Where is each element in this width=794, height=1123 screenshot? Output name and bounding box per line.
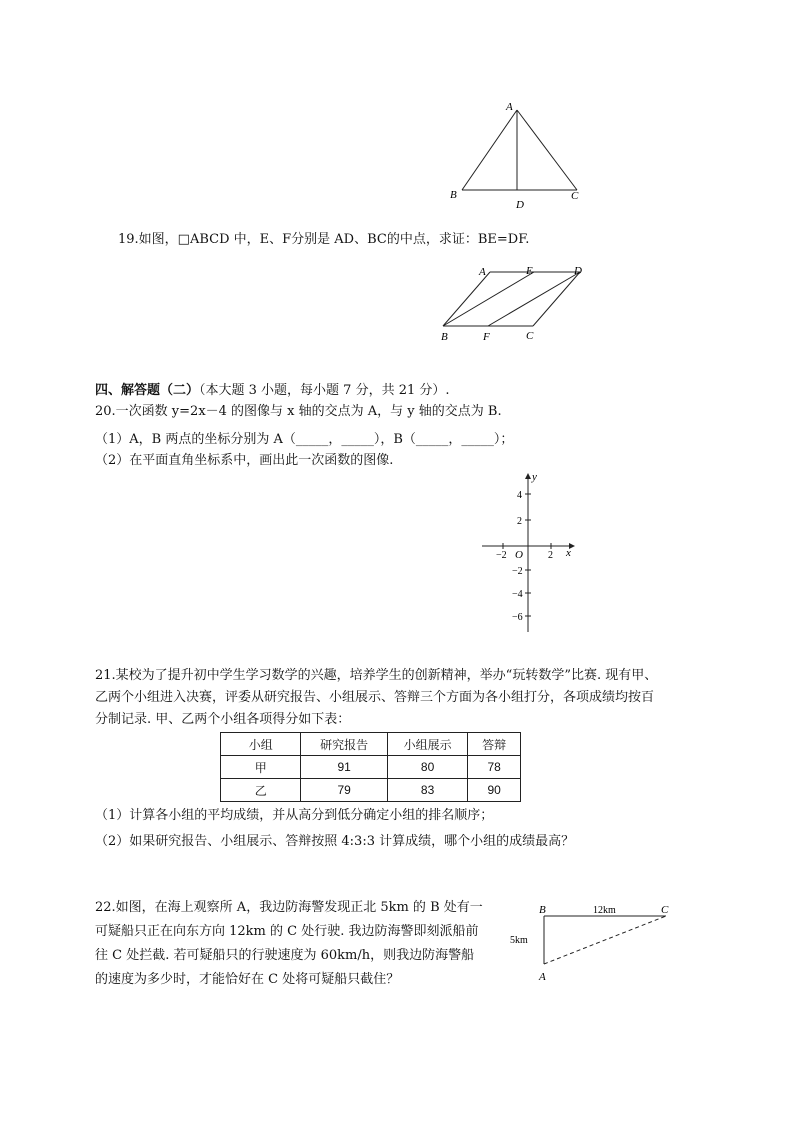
bc-length-label: 12km xyxy=(593,905,616,916)
table-cell: 78 xyxy=(468,756,521,779)
table-cell: 甲 xyxy=(221,756,301,779)
q21-line1: 21.某校为了提升初中学生学习数学的兴趣，培养学生的创新精神，举办“玩转数学”比赛. 现有甲、 xyxy=(95,668,658,683)
y-tick-label: −2 xyxy=(512,566,523,577)
q22-line1: 22.如图，在海上观察所 A，我边防海警发现正北 5km 的 B 处有一 xyxy=(95,900,483,915)
score-table xyxy=(220,732,521,802)
table-header: 研究报告 xyxy=(301,733,387,756)
x-tick-label: 2 xyxy=(548,550,553,561)
label-f: F xyxy=(483,331,490,343)
section-title: 四、解答题（二） xyxy=(95,383,200,398)
table-row xyxy=(221,779,521,802)
section-heading xyxy=(95,381,450,401)
label-a: A xyxy=(479,266,486,278)
label-e: E xyxy=(526,265,533,277)
y-tick-label: −6 xyxy=(512,612,523,623)
label-d: D xyxy=(574,265,582,277)
q19-text: 19.如图，□ABCD 中，E、F分别是 AD、BC的中点，求证：BE=DF. xyxy=(118,232,530,247)
table-header: 小组 xyxy=(221,733,301,756)
table-cell: 80 xyxy=(387,756,467,779)
table-cell: 91 xyxy=(301,756,387,779)
q20-intro: 20.一次函数 y=2x－4 的图像与 x 轴的交点为 A，与 y 轴的交点为 B. xyxy=(95,404,502,419)
y-axis-label: y xyxy=(532,471,537,483)
label-b: B xyxy=(441,331,448,343)
coordinate-axes xyxy=(478,466,588,636)
label-c: C xyxy=(526,330,534,342)
q20-part1: （1）A，B 两点的坐标分别为 A（_____，_____），B（_____，_____）； xyxy=(95,432,514,447)
y-tick-label: 2 xyxy=(517,516,522,527)
table-header: 答辩 xyxy=(468,733,521,756)
parallelogram-figure xyxy=(430,262,600,344)
label-a: A xyxy=(506,101,513,113)
section-note: （本大题 3 小题，每小题 7 分，共 21 分）. xyxy=(199,383,450,398)
label-d: D xyxy=(516,199,524,211)
table-header-row xyxy=(221,733,521,756)
q21-part1: （1）计算各小组的平均成绩，并从高分到低分确定小组的排名顺序； xyxy=(95,808,494,823)
origin-label: O xyxy=(515,549,523,561)
table-header: 小组展示 xyxy=(387,733,467,756)
right-triangle-figure xyxy=(506,900,686,986)
table-cell: 83 xyxy=(387,779,467,802)
label-b: B xyxy=(450,189,457,201)
x-axis-label: x xyxy=(566,547,571,559)
q22-line3: 往 C 处拦截. 若可疑船只的行驶速度为 60km/h，则我边防海警船 xyxy=(95,948,475,963)
q22-line4: 的速度为多少时，才能恰好在 C 处将可疑船只截住？ xyxy=(95,972,400,987)
q22-line2: 可疑船只正在向东方向 12km 的 C 处行驶. 我边防海警即刻派船前 xyxy=(95,924,479,939)
q20-part2: （2）在平面直角坐标系中，画出此一次函数的图像. xyxy=(95,453,394,468)
table-row xyxy=(221,756,521,779)
y-tick-label: −4 xyxy=(512,589,523,600)
table-cell: 79 xyxy=(301,779,387,802)
label-b: B xyxy=(539,904,546,916)
q21-line2: 乙两个小组进入决赛，评委从研究报告、小组展示、答辩三个方面为各小组打分，各项成绩均按百 xyxy=(95,690,655,705)
table-cell: 90 xyxy=(468,779,521,802)
triangle-abc-figure xyxy=(440,96,600,216)
label-c: C xyxy=(571,190,579,202)
q21-part2: （2）如果研究报告、小组展示、答辩按照 4:3:3 计算成绩，哪个小组的成绩最高？ xyxy=(95,834,575,849)
ab-length-label: 5km xyxy=(510,935,528,946)
q21-line3: 分制记录. 甲、乙两个小组各项得分如下表： xyxy=(95,712,351,727)
table-cell: 乙 xyxy=(221,779,301,802)
label-a: A xyxy=(539,971,546,983)
x-tick-label: −2 xyxy=(496,550,507,561)
y-tick-label: 4 xyxy=(517,490,522,501)
label-c: C xyxy=(661,904,669,916)
